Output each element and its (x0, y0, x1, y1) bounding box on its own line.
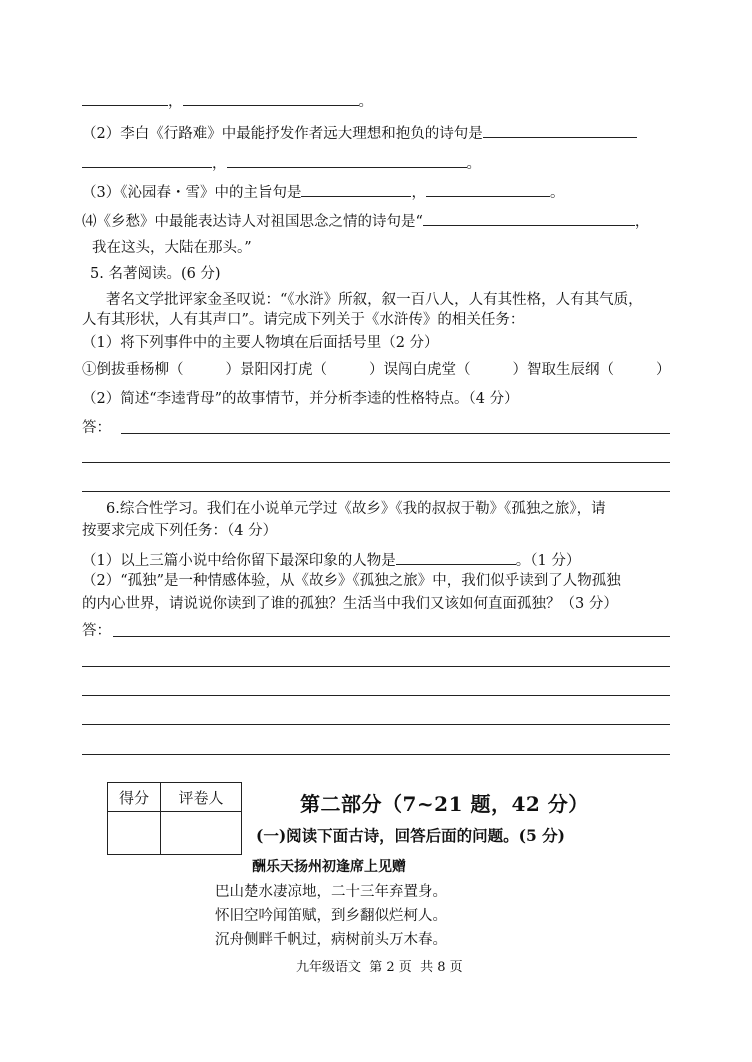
question-5-intro: 人有其形状，人有其声口”。请完成下列关于《水浒传》的相关任务： (82, 312, 525, 328)
score-header: 得分 (108, 783, 161, 812)
question-6-task-1: （1）以上三篇小说中给你留下最深印象的人物是 。（1 分） (82, 549, 580, 571)
poem-line-continuation: 我在这头，大陆在那头。” (92, 240, 252, 256)
q4-item4: ⑷《乡愁》中最能表达诗人对祖国思念之情的诗句是“ ， (82, 210, 649, 232)
question-5-intro: 著名文学批评家金圣叹说：“《水浒》所叙，叙一百八人，人有其性格，人有其气质， (106, 292, 643, 308)
answer-line[interactable] (82, 754, 670, 755)
q4-item2 (82, 122, 637, 144)
q4-line1: ， 。 (82, 90, 373, 112)
answer-line[interactable] (82, 724, 670, 725)
poem-line: 怀旧空吟闻笛赋，到乡翻似烂柯人。 (215, 908, 447, 924)
answer-blank[interactable] (426, 181, 550, 197)
answer-blank[interactable] (82, 90, 168, 106)
answer-blank[interactable] (82, 152, 212, 168)
answer-label: 答： (82, 623, 111, 639)
score-cell[interactable] (108, 812, 161, 855)
answer-line[interactable] (121, 433, 670, 434)
answer-line[interactable] (82, 695, 670, 696)
question-6-task-2: 的内心世界，请说说你读到了谁的孤独？生活当中我们又该如何直面孤独？（3 分） (82, 596, 618, 612)
answer-line[interactable] (82, 491, 670, 492)
poem-line: 巴山楚水凄凉地，二十三年弃置身。 (215, 884, 447, 900)
poem-line: 沉舟侧畔千帆过，病树前头万木春。 (215, 932, 447, 948)
question-text: ⑷《乡愁》中最能表达诗人对祖国思念之情的诗句是“ (82, 214, 423, 230)
question-5-heading: 5. 名著阅读。(6 分) (90, 266, 221, 282)
question-6-heading: 按要求完成下列任务：（4 分） (82, 523, 278, 539)
score-box (107, 782, 242, 855)
question-6-heading: 6.综合性学习。我们在小说单元学过《故乡》《我的叔叔于勒》《孤独之旅》，请 (106, 501, 606, 517)
section-1-heading: (一)阅读下面古诗，回答后面的问题。(5 分) (256, 826, 566, 845)
question-5-task-2: （2）简述“李逵背母”的故事情节，并分析李逵的性格特点。（4 分） (82, 391, 519, 407)
answer-label: 答： (82, 420, 111, 436)
answer-blank[interactable] (423, 210, 635, 226)
part-2-title: 第二部分（7~21 题，42 分） (300, 792, 589, 816)
grader-header: 评卷人 (161, 783, 242, 812)
answer-blank[interactable] (183, 90, 359, 106)
page-footer: 九年级语文 第 2 页 共 8 页 (296, 960, 463, 975)
answer-blank[interactable] (301, 181, 411, 197)
answer-line[interactable] (82, 666, 670, 667)
event-list: ①倒拔垂杨柳（ ）景阳冈打虎（ ）误闯白虎堂（ ）智取生辰纲（ ） (82, 362, 671, 378)
answer-blank[interactable] (396, 549, 516, 565)
question-5-task-1: （1）将下列事件中的主要人物填在后面括号里（2 分） (82, 335, 439, 351)
answer-blank[interactable] (483, 122, 637, 138)
question-text: （2）李白《行路难》中最能抒发作者远大理想和抱负的诗句是 (82, 126, 483, 142)
q4-item2-cont: ， 。 (82, 152, 481, 174)
q4-item3: （3）《沁园春・雪》中的主旨句是 ， 。 (82, 181, 564, 203)
poem-title: 酬乐天扬州初逢席上见赠 (252, 859, 406, 875)
grader-cell[interactable] (161, 812, 242, 855)
answer-blank[interactable] (227, 152, 467, 168)
question-text: （3）《沁园春・雪》中的主旨句是 (82, 185, 302, 201)
question-6-task-2: （2）“孤独”是一种情感体验，从《故乡》《孤独之旅》中，我们似乎读到了人物孤独 (82, 573, 621, 589)
answer-line[interactable] (82, 462, 670, 463)
answer-line[interactable] (113, 636, 670, 637)
